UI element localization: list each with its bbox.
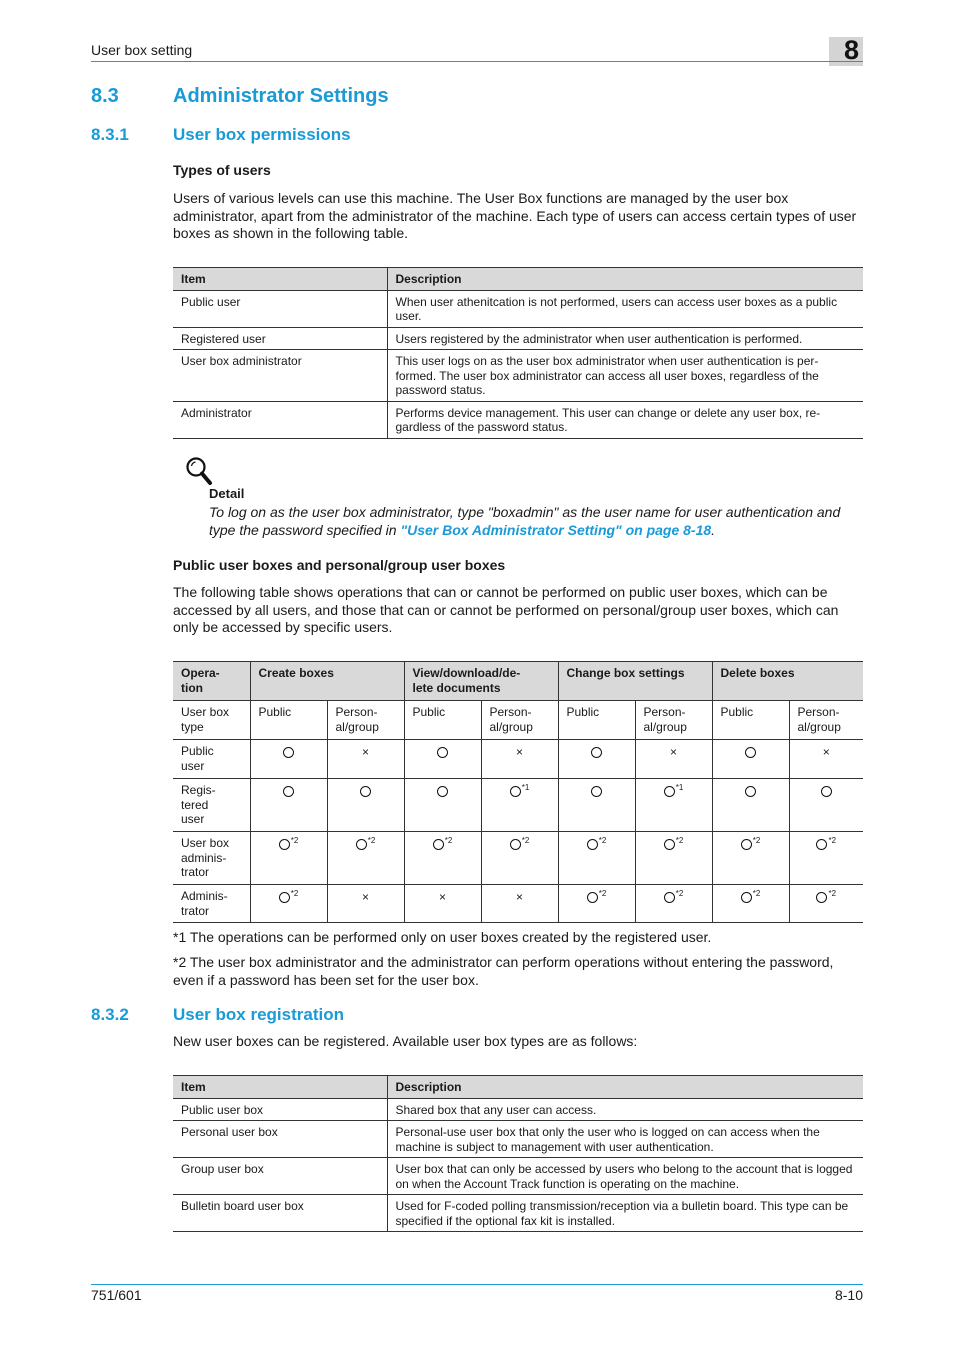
permission-cell	[250, 832, 327, 885]
footnote-marker: *2	[752, 836, 761, 845]
allowed-circle-icon	[816, 839, 827, 850]
permission-cell	[635, 779, 712, 832]
permission-cell	[635, 885, 712, 923]
table-row	[173, 1158, 863, 1195]
footer-rule	[91, 1284, 863, 1285]
footnote-marker: *1	[675, 783, 684, 792]
footnote-marker: *2	[290, 889, 299, 898]
allowed-circle-icon	[279, 892, 290, 903]
table-row	[173, 327, 863, 350]
allowed-circle-icon	[283, 786, 294, 797]
row-description: Used for F-coded polling transmission/reception via a bulletin board. This type can be specified if the optional fax kit is installed.	[387, 1195, 863, 1232]
footnote-marker: *2	[828, 889, 837, 898]
table-row	[173, 885, 863, 923]
header-rule	[91, 61, 863, 62]
allowed-circle-icon	[437, 786, 448, 797]
types-of-users-heading: Types of users	[173, 162, 271, 178]
row-description: Performs device management. This user can change or delete any user box, re-gardless of the password status.	[387, 401, 863, 438]
type-personal: Person- al/group	[327, 701, 404, 740]
footnote-marker: *2	[675, 836, 684, 845]
footnote-marker: *2	[675, 889, 684, 898]
permission-cell	[712, 832, 789, 885]
footnote-marker: *2	[598, 836, 607, 845]
section-number: 8.3	[91, 85, 119, 107]
permission-cell	[327, 885, 404, 923]
permission-cell	[789, 779, 863, 832]
permission-cell	[789, 885, 863, 923]
user-type-cell: Regis- tered user	[173, 779, 250, 832]
allowed-circle-icon	[283, 747, 294, 758]
permission-cell	[250, 740, 327, 779]
subsection-title: User box registration	[173, 1005, 344, 1024]
type-personal: Person- al/group	[481, 701, 558, 740]
detail-title: Detail	[209, 486, 245, 501]
row-item: User box administrator	[173, 350, 387, 402]
allowed-circle-icon	[437, 747, 448, 758]
col-view-documents: View/download/de- lete documents	[404, 662, 558, 701]
footnote-marker: *2	[828, 836, 837, 845]
allowed-circle-icon	[433, 839, 444, 850]
allowed-circle-icon	[741, 839, 752, 850]
subsection-title: User box permissions	[173, 125, 351, 144]
type-personal: Person- al/group	[789, 701, 863, 740]
table-header-row	[173, 662, 863, 701]
allowed-circle-icon	[591, 747, 602, 758]
table-header-row	[173, 1076, 863, 1099]
permission-cell	[404, 779, 481, 832]
footer-page-number: 8-10	[834, 1287, 863, 1303]
row-item: Public user	[173, 290, 387, 327]
chapter-number: 8	[843, 35, 859, 65]
row-item: Group user box	[173, 1158, 387, 1195]
permission-cell	[558, 740, 635, 779]
footnote-marker: *2	[598, 889, 607, 898]
row-description: User box that can only be accessed by users who belong to the account that is logged on when the Account Track function is operating on the machine.	[387, 1158, 863, 1195]
allowed-circle-icon	[360, 786, 371, 797]
permission-cell	[404, 740, 481, 779]
footnote-marker: *2	[752, 889, 761, 898]
allowed-circle-icon	[664, 786, 675, 797]
permission-cell	[558, 832, 635, 885]
permission-cell	[481, 740, 558, 779]
not-allowed-cross: ×	[438, 890, 446, 904]
col-delete-boxes: Delete boxes	[712, 662, 863, 701]
type-public: Public	[558, 701, 635, 740]
allowed-circle-icon	[745, 747, 756, 758]
row-description: Personal-use user box that only the user who is logged on can access when the machine is subject to management with user authentication.	[387, 1121, 863, 1158]
table-row	[173, 779, 863, 832]
admin-setting-link[interactable]: "User Box Administrator Setting" on page 8-18	[400, 522, 712, 538]
permission-cell	[481, 779, 558, 832]
col-change-settings: Change box settings	[558, 662, 712, 701]
allowed-circle-icon	[279, 839, 290, 850]
permission-cell	[635, 832, 712, 885]
permission-cell	[327, 740, 404, 779]
not-allowed-cross: ×	[515, 890, 523, 904]
table-row	[173, 1098, 863, 1121]
permission-cell	[481, 832, 558, 885]
box-type-row	[173, 701, 863, 740]
allowed-circle-icon	[821, 786, 832, 797]
permission-cell	[327, 779, 404, 832]
permission-cell	[250, 779, 327, 832]
permission-cell	[481, 885, 558, 923]
not-allowed-cross: ×	[822, 745, 830, 759]
allowed-circle-icon	[664, 892, 675, 903]
user-type-cell: Adminis- trator	[173, 885, 250, 923]
user-type-cell: User box adminis- trator	[173, 832, 250, 885]
footnote-1: *1 The operations can be performed only on user boxes created by the registered user.	[173, 929, 712, 945]
col-create-boxes: Create boxes	[250, 662, 404, 701]
permission-cell	[558, 885, 635, 923]
registration-intro: New user boxes can be registered. Available user box types are as follows:	[173, 1033, 638, 1049]
table-header-row	[173, 268, 863, 291]
allowed-circle-icon	[587, 892, 598, 903]
allowed-circle-icon	[356, 839, 367, 850]
allowed-circle-icon	[591, 786, 602, 797]
permission-cell	[789, 832, 863, 885]
row-description: Users registered by the administrator when user authentication is performed.	[387, 327, 863, 350]
allowed-circle-icon	[587, 839, 598, 850]
not-allowed-cross: ×	[361, 890, 369, 904]
table-row	[173, 290, 863, 327]
row-item: Bulletin board user box	[173, 1195, 387, 1232]
permission-cell	[558, 779, 635, 832]
section-title: Administrator Settings	[173, 85, 389, 107]
type-personal: Person- al/group	[635, 701, 712, 740]
type-public: Public	[404, 701, 481, 740]
box-type-label: User box type	[173, 701, 250, 740]
permission-cell	[404, 832, 481, 885]
row-item: Public user box	[173, 1098, 387, 1121]
allowed-circle-icon	[741, 892, 752, 903]
type-public: Public	[250, 701, 327, 740]
footnote-marker: *2	[521, 836, 530, 845]
row-description: Shared box that any user can access.	[387, 1098, 863, 1121]
table-row	[173, 1195, 863, 1232]
permission-cell	[404, 885, 481, 923]
permission-cell	[712, 885, 789, 923]
col-description: Description	[387, 268, 863, 291]
table-row	[173, 401, 863, 438]
col-item: Item	[173, 1076, 387, 1099]
running-header: User box setting	[91, 42, 193, 58]
footnote-marker: *2	[367, 836, 376, 845]
allowed-circle-icon	[816, 892, 827, 903]
allowed-circle-icon	[664, 839, 675, 850]
user-types-table	[173, 267, 863, 439]
user-type-cell: Public user	[173, 740, 250, 779]
permissions-table	[173, 661, 863, 923]
not-allowed-cross: ×	[669, 745, 677, 759]
footer-model: 751/601	[91, 1287, 142, 1303]
row-item: Administrator	[173, 401, 387, 438]
subsection-number: 8.3.1	[91, 125, 129, 144]
box-types-table	[173, 1075, 863, 1232]
detail-text-end: .	[711, 522, 716, 538]
magnifier-icon	[185, 456, 213, 486]
col-item: Item	[173, 268, 387, 291]
col-description: Description	[387, 1076, 863, 1099]
footnote-2: *2 The user box administrator and the administrator can perform operations without entering the password, even if a password has been set for the user box.	[173, 954, 834, 988]
row-description: This user logs on as the user box administrator when user authentication is per-formed. The user box administrator can access all user boxes, regardless of the password status.	[387, 350, 863, 402]
permission-cell	[712, 740, 789, 779]
table-row	[173, 740, 863, 779]
table-row	[173, 832, 863, 885]
footnote-marker: *2	[290, 836, 299, 845]
footnote-marker: *2	[444, 836, 453, 845]
permission-cell	[712, 779, 789, 832]
table-row	[173, 350, 863, 402]
row-item: Registered user	[173, 327, 387, 350]
table-row	[173, 1121, 863, 1158]
row-description: When user athenitcation is not performed, users can access user boxes as a public user.	[387, 290, 863, 327]
allowed-circle-icon	[510, 786, 521, 797]
col-operation: Opera- tion	[173, 662, 250, 701]
allowed-circle-icon	[745, 786, 756, 797]
public-boxes-heading: Public user boxes and personal/group user boxes	[173, 557, 506, 573]
types-of-users-intro: Users of various levels can use this machine. The User Box functions are managed by the user box administrator, apart from the administrator of the machine. Each type of users can access certain types of user boxes as shown in the following table.	[173, 190, 857, 242]
footnote-marker: *1	[521, 783, 530, 792]
not-allowed-cross: ×	[361, 745, 369, 759]
permission-cell	[789, 740, 863, 779]
subsection-number: 8.3.2	[91, 1005, 129, 1024]
type-public: Public	[712, 701, 789, 740]
row-item: Personal user box	[173, 1121, 387, 1158]
permission-cell	[327, 832, 404, 885]
permission-cell	[635, 740, 712, 779]
permission-cell	[250, 885, 327, 923]
public-boxes-intro: The following table shows operations that can or cannot be performed on public user boxes, which can be accessed by all users, and those that can or cannot be performed on personal/group user boxes, which can only be accessed by specific users.	[173, 584, 839, 636]
detail-text	[209, 503, 869, 539]
detail-text-body: To log on as the user box administrator, type "boxadmin" as the user name for user authentication and type the password specified in	[209, 504, 841, 538]
not-allowed-cross: ×	[515, 745, 523, 759]
allowed-circle-icon	[510, 839, 521, 850]
